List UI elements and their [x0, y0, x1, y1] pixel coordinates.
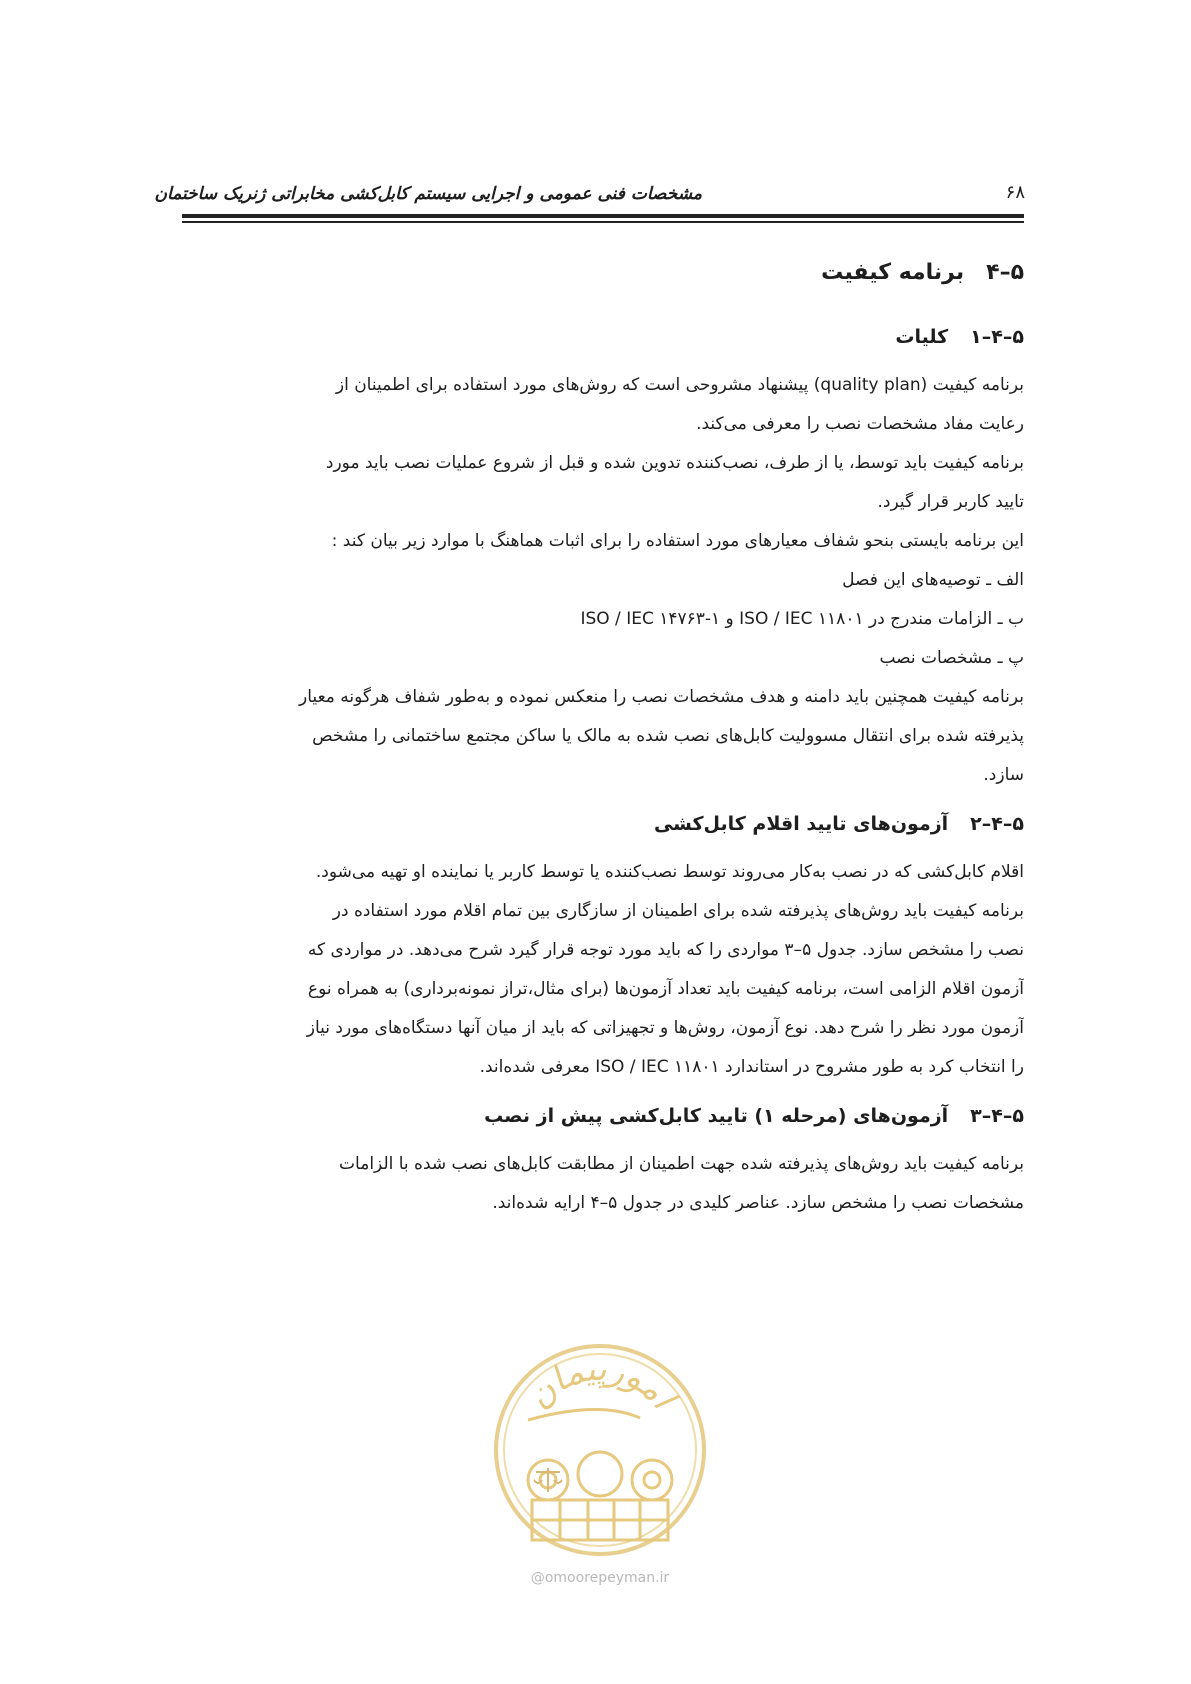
section-heading-5-4 [182, 260, 1024, 308]
text-line: برنامه کیفیت (quality plan) پیشنهاد مشروحی است که روش‌های مورد استفاده برای اطمینان از [335, 375, 1024, 395]
text-line: برنامه کیفیت باید روش‌های پذیرفته شده برای اطمینان از سازگاری بین تمام اقلام مورد استفاده در [332, 901, 1024, 921]
list-item-be: ب ـ الزامات مندرج در ISO / IEC ۱۱۸۰۱ و ISO / IEC ۱۴۷۶۳-۱ [580, 609, 1024, 629]
text-line: پذیرفته شده برای انتقال مسوولیت کابل‌های نصب شده به مالک یا ساکن مجتمع ساختمانی را مشخص [312, 726, 1024, 746]
subsection-number: ۵–۴–۳ [970, 1105, 1024, 1127]
list-item-pe: پ ـ مشخصات نصب [879, 648, 1024, 668]
subsection-title: کلیات [895, 326, 949, 348]
subsection-heading-5-4-3 [182, 1105, 1024, 1145]
gear-icon [528, 1452, 672, 1500]
text-line: رعایت مفاد مشخصات نصب را معرفی می‌کند. [696, 414, 1024, 434]
page-content [182, 260, 1024, 1223]
watermark-url: @omoorepeyman.ir [530, 1570, 670, 1586]
header-rule-thin [182, 221, 1024, 223]
text-line: نصب را مشخص سازد. جدول ۵–۳ مواردی را که باید مورد توجه قرار گیرد شرح می‌دهد. در مواردی که [307, 940, 1024, 960]
text-line: مشخصات نصب را مشخص سازد. عناصر کلیدی در جدول ۵–۴ ارایه شده‌اند. [492, 1193, 1024, 1213]
running-header-title: مشخصات فنی عمومی و اجرایی سیستم کابل‌کشی مخابراتی ژنریک ساختمان [154, 184, 702, 204]
text-line: این برنامه بایستی بنحو شفاف معیارهای مورد استفاده را برای اثبات هماهنگ با موارد زیر بیان کند : [331, 531, 1024, 551]
text-line: سازد. [983, 765, 1024, 785]
text-line: برنامه کیفیت همچنین باید دامنه و هدف مشخصات نصب را منعکس نموده و به‌طور شفاف هرگونه معیار [299, 687, 1024, 707]
section-title: برنامه کیفیت [821, 260, 965, 285]
scales-icon [534, 1468, 562, 1492]
paragraph-general [182, 366, 1024, 795]
header-rule-thick [182, 214, 1024, 218]
text-line: آزمون اقلام الزامی است، برنامه کیفیت باید تعداد آزمون‌ها (برای مثال،تراز نمونه‌برداری) به همراه نوع [307, 979, 1024, 999]
subsection-heading-5-4-2 [182, 813, 1024, 853]
watermark-logo-text: امورپیمان [519, 1348, 683, 1417]
text-line: را انتخاب کرد به طور مشروح در استاندارد ISO / IEC ۱۱۸۰۱ معرفی شده‌اند. [479, 1057, 1024, 1077]
page-number: ۶۸ [1005, 182, 1025, 203]
watermark-logo [490, 1340, 710, 1560]
paragraph-stage1-tests [182, 1145, 1024, 1223]
subsection-number: ۵–۴–۱ [970, 326, 1024, 348]
text-line: تایید کاربر قرار گیرد. [877, 492, 1024, 512]
text-line: اقلام کابل‌کشی که در نصب به‌کار می‌روند توسط نصب‌کننده یا توسط کاربر یا نماینده او تهیه می‌شود. [315, 862, 1024, 882]
text-line: برنامه کیفیت باید توسط، یا از طرف، نصب‌کننده تدوین شده و قبل از شروع عملیات نصب باید مورد [325, 453, 1024, 473]
section-number: ۵–۴ [986, 260, 1024, 285]
subsection-title: آزمون‌های تایید اقلام کابل‌کشی [653, 813, 949, 835]
list-item-alef: الف ـ توصیه‌های این فصل [842, 570, 1024, 590]
paragraph-cabling-item-tests [182, 853, 1024, 1087]
subsection-heading-5-4-1 [182, 326, 1024, 366]
text-line: آزمون مورد نظر را شرح دهد. نوع آزمون، روش‌ها و تجهیزاتی که باید از میان آنها دستگاه‌های مورد نیاز [306, 1018, 1024, 1038]
subsection-title: آزمون‌های (مرحله ۱) تایید کابل‌کشی پیش از نصب [484, 1105, 949, 1127]
text-line: برنامه کیفیت باید روش‌های پذیرفته شده جهت اطمینان از مطابقت کابل‌های نصب شده با الزامات [339, 1154, 1024, 1174]
subsection-number: ۵–۴–۲ [970, 813, 1024, 835]
